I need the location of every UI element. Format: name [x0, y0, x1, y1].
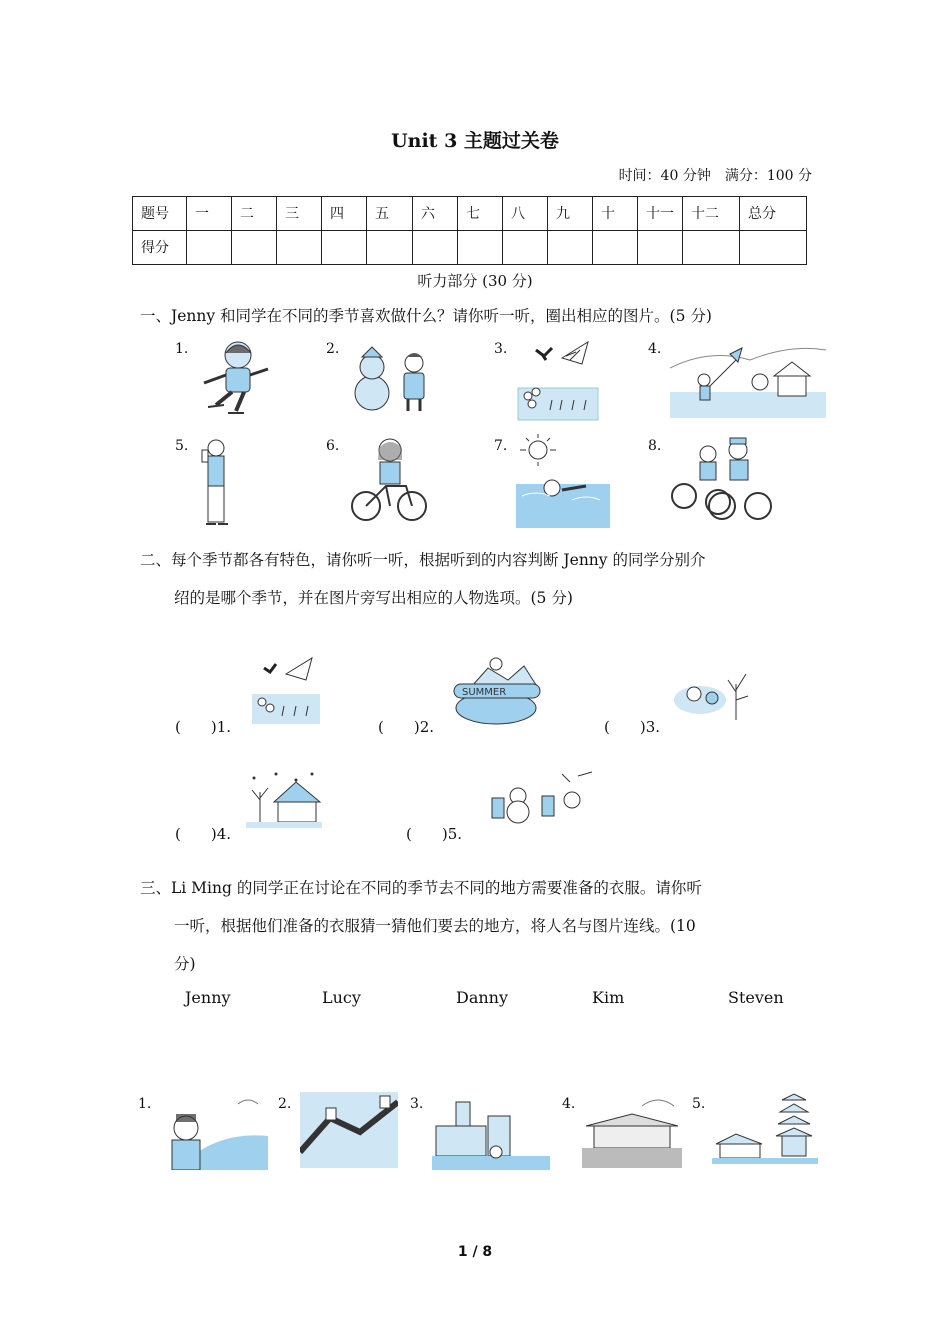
great-wall-image[interactable] — [300, 1092, 398, 1168]
winter-palace-image[interactable] — [432, 1092, 550, 1170]
listening-section-header: 听力部分 (30 分) — [417, 272, 533, 290]
question-1-text: 一、Jenny 和同学在不同的季节喜欢做什么？请你听一听，圈出相应的图片。(5 分) — [140, 307, 712, 325]
table-cell: 四 — [322, 197, 367, 231]
q1-label-7: 7. — [494, 438, 508, 454]
skating-girl-image[interactable] — [196, 335, 272, 417]
score-cell[interactable] — [367, 231, 413, 265]
score-cell[interactable] — [683, 231, 740, 265]
score-cell[interactable] — [277, 231, 322, 265]
spring-scene-image[interactable] — [252, 656, 322, 726]
score-cell[interactable] — [503, 231, 548, 265]
score-cell[interactable] — [458, 231, 503, 265]
score-cell[interactable] — [322, 231, 367, 265]
autumn-scene-image[interactable] — [670, 660, 752, 722]
table-cell: 题号 — [133, 197, 187, 231]
q1-label-5: 5. — [175, 438, 189, 454]
q2-blank-3[interactable]: ( )3. — [604, 718, 661, 736]
time-score-info: 时间：40 分钟 满分：100 分 — [618, 168, 812, 184]
q2-blank-4[interactable]: ( )4. — [175, 825, 232, 843]
snowman-image[interactable] — [350, 345, 434, 413]
q2-blank-2[interactable]: ( )2. — [378, 718, 435, 736]
q1-label-2: 2. — [326, 341, 340, 357]
table-cell: 七 — [458, 197, 503, 231]
q1-label-6: 6. — [326, 438, 340, 454]
page-number: 1 / 8 — [457, 1244, 493, 1260]
table-cell: 得分 — [133, 231, 187, 265]
q3-label-1: 1. — [138, 1096, 152, 1112]
q3-label-2: 2. — [278, 1096, 292, 1112]
boys-riding-bikes-image[interactable] — [668, 436, 774, 524]
q1-label-3: 3. — [494, 341, 508, 357]
score-cell[interactable] — [187, 231, 232, 265]
q1-label-1: 1. — [175, 341, 189, 357]
snow-fight-image[interactable] — [474, 768, 598, 832]
table-cell: 十 — [593, 197, 638, 231]
question-2-text-line-1: 二、每个季节都各有特色，请你听一听，根据听到的内容判断 Jenny 的同学分别介 — [140, 551, 706, 569]
question-3-text-line-3: 分) — [174, 955, 196, 973]
score-cell[interactable] — [740, 231, 807, 265]
table-cell: 十二 — [683, 197, 740, 231]
table-cell: 一 — [187, 197, 232, 231]
name-lucy[interactable]: Lucy — [322, 988, 361, 1007]
q3-label-3: 3. — [410, 1096, 424, 1112]
table-cell: 五 — [367, 197, 413, 231]
flying-kite-image[interactable] — [670, 340, 828, 420]
q2-blank-5[interactable]: ( )5. — [406, 825, 463, 843]
score-header-row — [133, 197, 807, 231]
table-cell: 十一 — [638, 197, 683, 231]
girl-riding-bike-image[interactable] — [350, 436, 430, 526]
score-cell[interactable] — [593, 231, 638, 265]
winter-house-image[interactable] — [246, 768, 322, 830]
pagoda-image[interactable] — [712, 1092, 818, 1168]
q3-label-4: 4. — [562, 1096, 576, 1112]
table-cell: 八 — [503, 197, 548, 231]
score-cell[interactable] — [413, 231, 458, 265]
score-cell[interactable] — [232, 231, 277, 265]
score-cell[interactable] — [548, 231, 593, 265]
score-table — [132, 196, 807, 265]
score-cell[interactable] — [638, 231, 683, 265]
q1-label-8: 8. — [648, 438, 662, 454]
page-title: Unit 3 主题过关卷 — [391, 130, 559, 152]
name-kim[interactable]: Kim — [592, 988, 625, 1007]
name-danny[interactable]: Danny — [456, 988, 509, 1007]
table-cell: 总分 — [740, 197, 807, 231]
q3-label-5: 5. — [692, 1096, 706, 1112]
question-2-text-line-2: 绍的是哪个季节，并在图片旁写出相应的人物选项。(5 分) — [174, 589, 573, 607]
summer-sign-text: SUMMER — [462, 687, 507, 698]
lake-pavilion-image[interactable] — [582, 1092, 682, 1168]
table-cell: 二 — [232, 197, 277, 231]
question-3-text-line-2: 一听，根据他们准备的衣服猜一猜他们要去的地方，将人名与图片连线。(10 — [174, 917, 696, 935]
name-jenny[interactable]: Jenny — [185, 988, 231, 1007]
boy-drinking-image[interactable] — [196, 436, 236, 528]
table-cell: 三 — [277, 197, 322, 231]
beach-place-image[interactable] — [158, 1092, 268, 1170]
swimming-boy-image[interactable] — [516, 434, 610, 528]
question-3-text-line-1: 三、Li Ming 的同学正在讨论在不同的季节去不同的地方需要准备的衣服。请你听 — [140, 879, 702, 897]
name-steven[interactable]: Steven — [728, 988, 784, 1007]
q1-label-4: 4. — [648, 341, 662, 357]
summer-island-image[interactable] — [448, 656, 544, 726]
spring-birds-flowers-image[interactable] — [516, 338, 600, 422]
q2-blank-1[interactable]: ( )1. — [175, 718, 232, 736]
score-value-row — [133, 231, 807, 265]
table-cell: 九 — [548, 197, 593, 231]
table-cell: 六 — [413, 197, 458, 231]
